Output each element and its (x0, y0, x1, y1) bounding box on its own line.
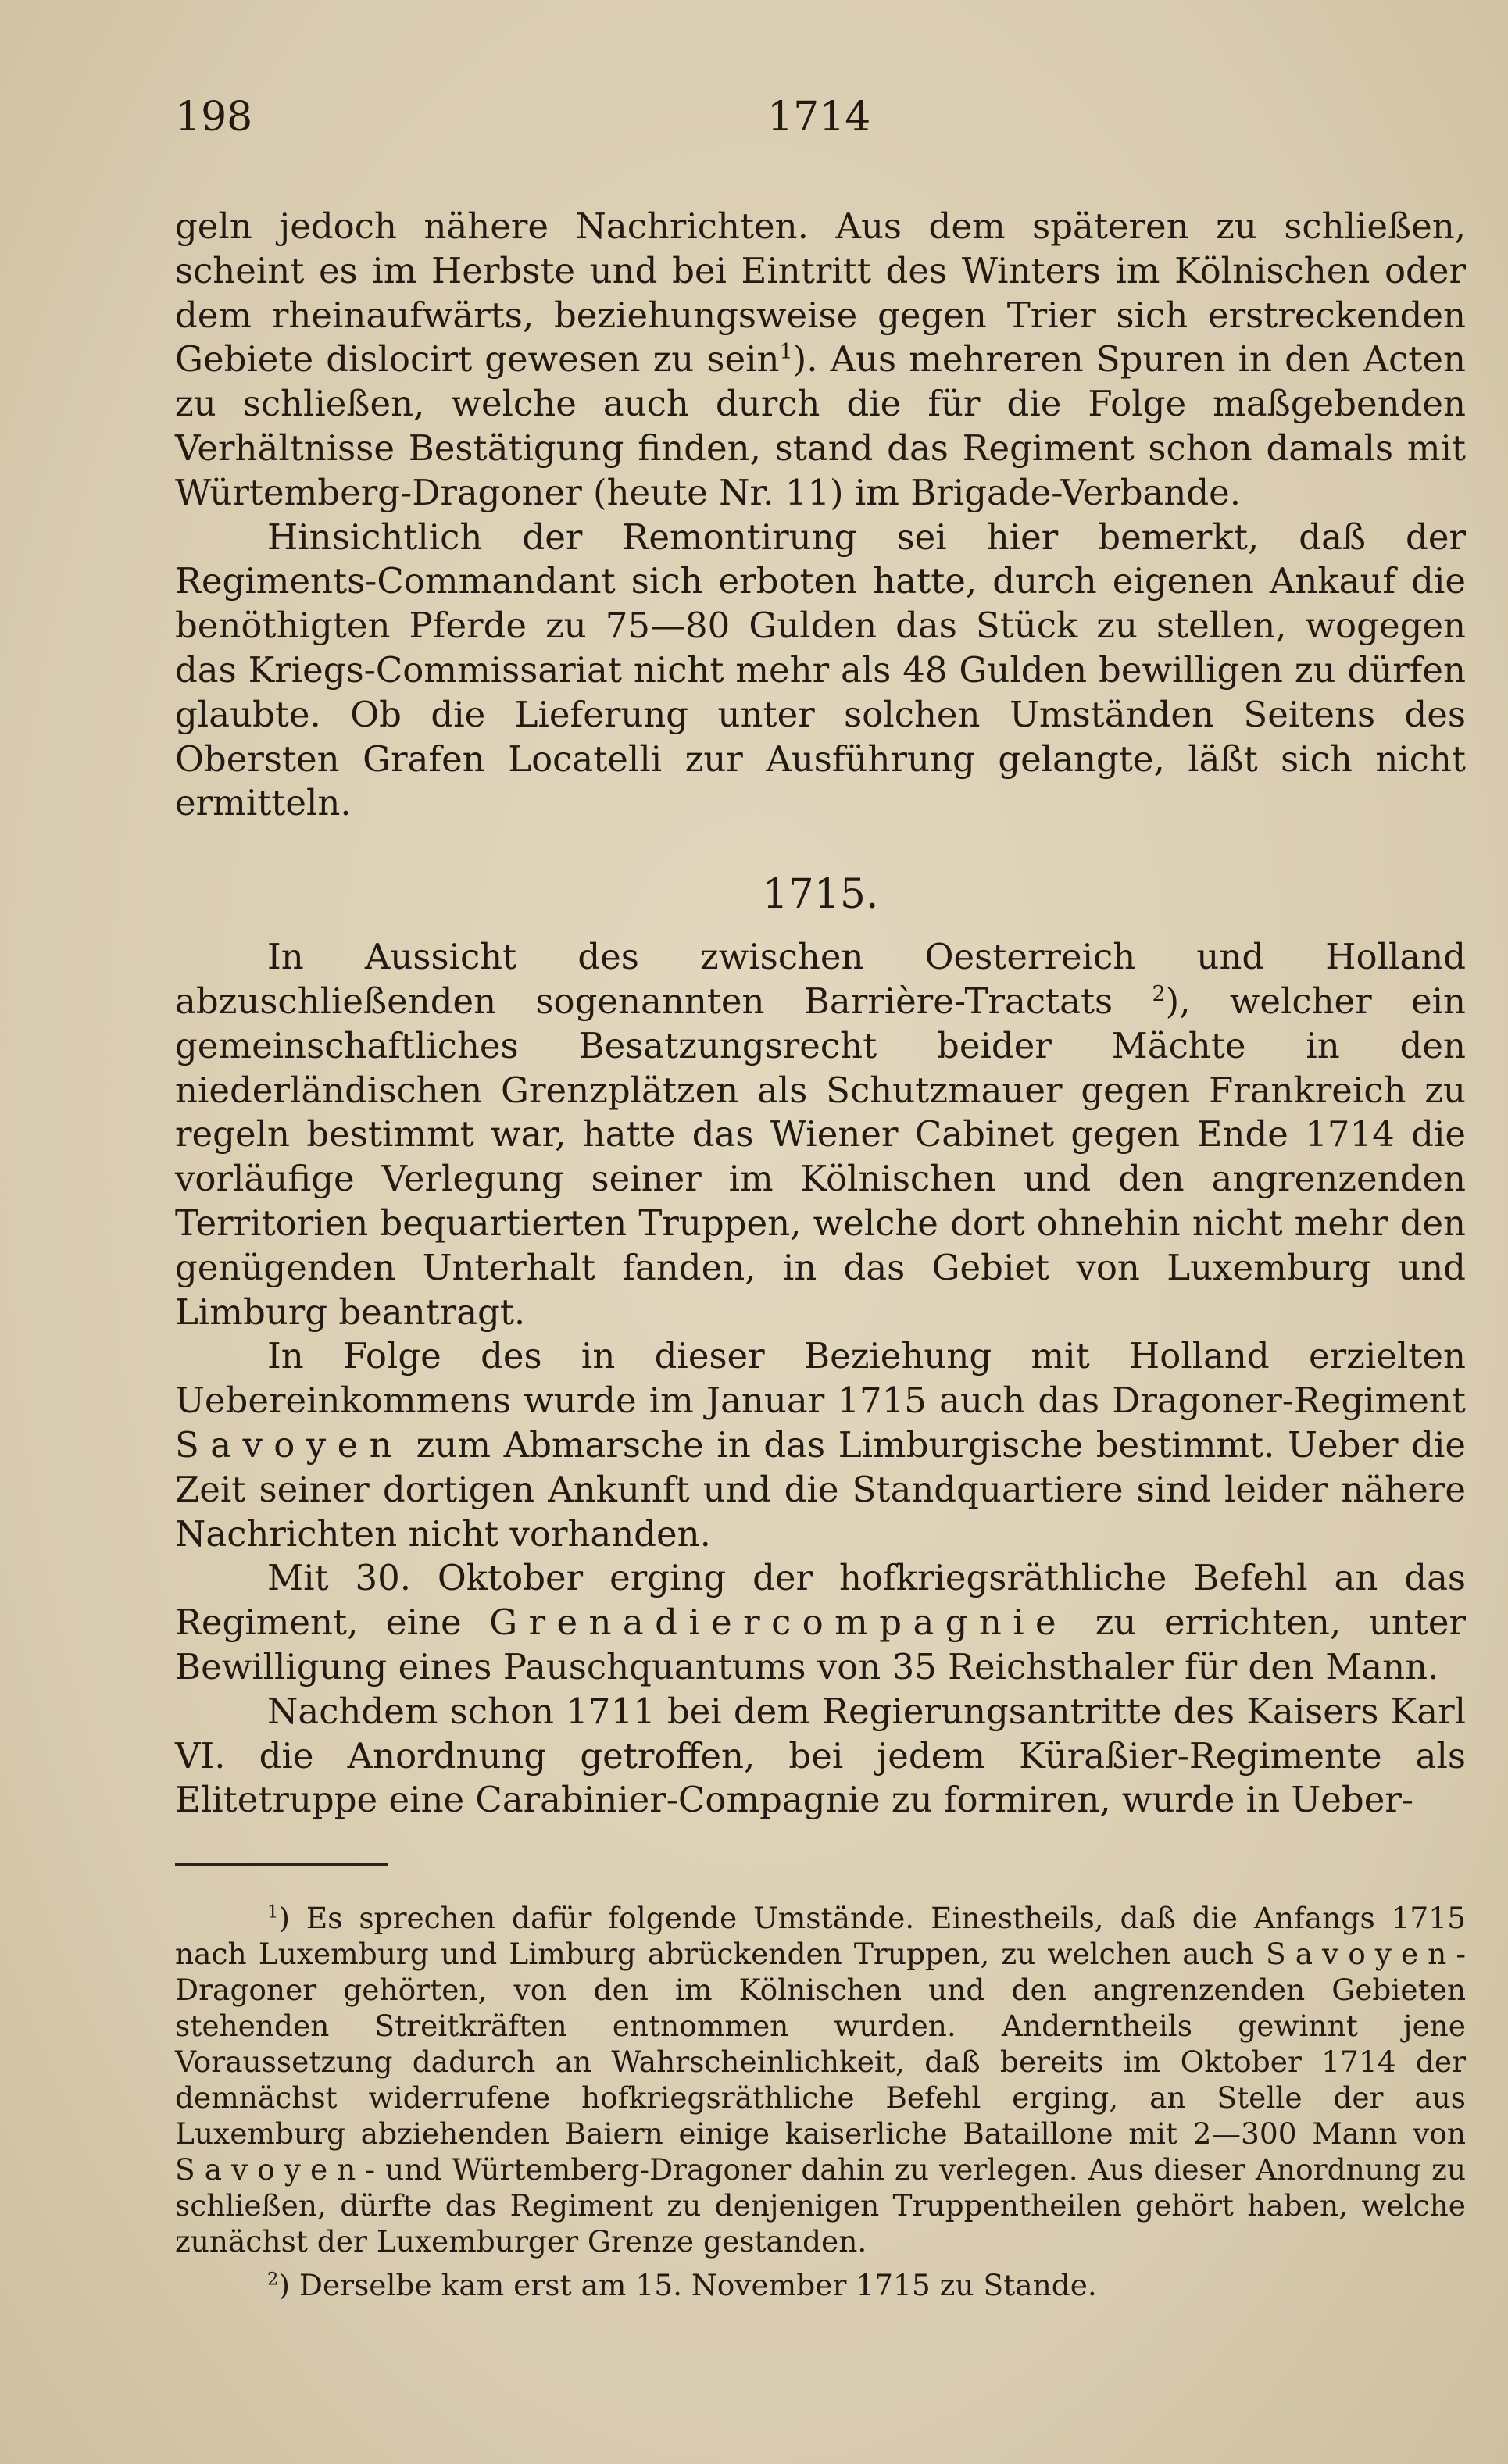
paragraph-3-text: In Aussicht des zwischen Oesterreich und Holland abzuschließenden sogenannten Barrière-Tractats (175, 936, 1466, 1022)
main-text (175, 205, 1466, 1823)
paragraph-4 (175, 1334, 1466, 1556)
footnote-1-text-2: -Dragoner gehörten, von den im Kölnischen und den angrenzenden Gebieten stehenden Streitkräften entnommen wurden. Anderntheils gewinnt jene Voraussetzung dadurch an Wahrscheinlichkeit, daß bereits im Oktober 1714 der demnächst widerrufene hofkriegsräthliche Befehl erging, an Stelle der aus Luxemburg abziehenden Baiern einige kaiserliche Bataillone mit 2—300 Mann von (175, 1937, 1467, 2151)
footnote-1-mark: 1 (267, 1902, 279, 1923)
paragraph-4-text: In Folge des in dieser Beziehung mit Holland erzielten Uebereinkommens wurde im Januar 1715 auch das Dragoner-Regiment (175, 1335, 1466, 1422)
footnote-2 (175, 2267, 1466, 2303)
paragraph-1-rest: ). Aus mehreren Spuren in den Acten zu schließen, welche auch durch die für die Folge maßgebenden Verhältnisse Bestätigung finden, stand das Regiment schon damals mit Würtemberg-Dragoner (heute Nr. 11) im Brigade-Verbande. (175, 338, 1466, 513)
paragraph-2: Hinsichtlich der Remontirung sei hier bemerkt, daß der Regiments-Commandant sich erboten hatte, durch eigenen Ankauf die benöthigten Pferde zu 75—80 Gulden das Stück zu stellen, wogegen das Kriegs-Commissariat nicht mehr als 48 Gulden bewilligen zu dürfen glaubte. Ob die Lieferung unter solchen Umständen Seitens des Obersten Grafen Locatelli zur Ausführung gelangte, läßt sich nicht ermitteln. (175, 516, 1466, 824)
footnote-2-text: ) Derselbe kam erst am 15. November 1715 zu Stande. (278, 2268, 1097, 2302)
paragraph-6: Nachdem schon 1711 bei dem Regierungsantritte des Kaisers Karl VI. die Anordnung getroffen, bei jedem Küraßier-Regimente als Elitetruppe eine Carabinier-Compagnie zu formiren, wurde in Ueber- (175, 1690, 1466, 1821)
footnote-2-mark: 2 (267, 2269, 279, 2290)
paragraph-5 (175, 1556, 1466, 1689)
page-number: 198 (175, 94, 253, 141)
section-heading-1715: 1715. (762, 871, 879, 919)
paragraph-4-rest: zum Abmarsche in das Limburgische bestimmt. Ueber die Zeit seiner dortigen Ankunft und die Standquartiere sind leider nähere Nachrichten nicht vorhanden. (175, 1423, 1466, 1555)
paragraph-3-rest: ), welcher ein gemeinschaftliches Besatzungsrecht beider Mächte in den niederländischen Grenzplätzen als Schutzmauer gegen Frankreich zu regeln bestimmt war, hatte das Wiener Cabinet gegen Ende 1714 die vorläufige Verlegung seiner im Kölnischen und den angrenzenden Territorien bequartierten Truppen, welche dort ohnehin nicht mehr den genügenden Unterhalt fanden, in das Gebiet von Luxemburg und Limburg beantragt. (175, 980, 1466, 1333)
paragraph-5-rest: zu errichten, unter Bewilligung eines Pauschquantums von 35 Reichsthaler für den Mann. (175, 1602, 1467, 1687)
footnote-1-savoyen-2: Savoyen (175, 2152, 366, 2187)
footnote-ref-2: 2 (1152, 981, 1166, 1006)
footnotes (175, 1900, 1466, 2311)
paragraph-1-text: geln jedoch nähere Nachrichten. Aus dem späteren zu schließen, scheint es im Herbste und bei Eintritt des Winters im Kölnischen oder dem rheinaufwärts, beziehungsweise gegen Trier sich erstreckenden Gebiete dislocirt gewesen zu sein (175, 205, 1466, 380)
paragraph-3 (175, 935, 1466, 1334)
footnote-divider (175, 1863, 388, 1866)
footnote-ref-1: 1 (779, 340, 793, 365)
paragraph-1 (175, 205, 1466, 516)
paragraph-5-text: Mit 30. Oktober erging der hofkriegsräthliche Befehl an das Regiment, eine (175, 1557, 1466, 1644)
regiment-name-savoyen: Savoyen (175, 1423, 404, 1466)
footnote-1-text: ) Es sprechen dafür folgende Umstände. Einestheils, daß die Anfangs 1715 nach Luxemburg und Limburg abrückenden Truppen, zu welchen auch (175, 1901, 1466, 1971)
running-header-year: 1714 (767, 94, 871, 141)
footnote-1 (175, 1900, 1466, 2259)
page-header (175, 94, 1474, 156)
footnote-1-savoyen: Savoyen (1266, 1937, 1456, 1971)
grenadiercompagnie-emphasis: Grenadiercompagnie (489, 1602, 1068, 1644)
footnote-1-text-3: - und Würtemberg-Dragoner dahin zu verlegen. Aus dieser Anordnung zu schließen, dürfte das Regiment zu denjenigen Truppentheilen gehört haben, welche zunächst der Luxemburger Grenze gestanden. (175, 2152, 1466, 2259)
